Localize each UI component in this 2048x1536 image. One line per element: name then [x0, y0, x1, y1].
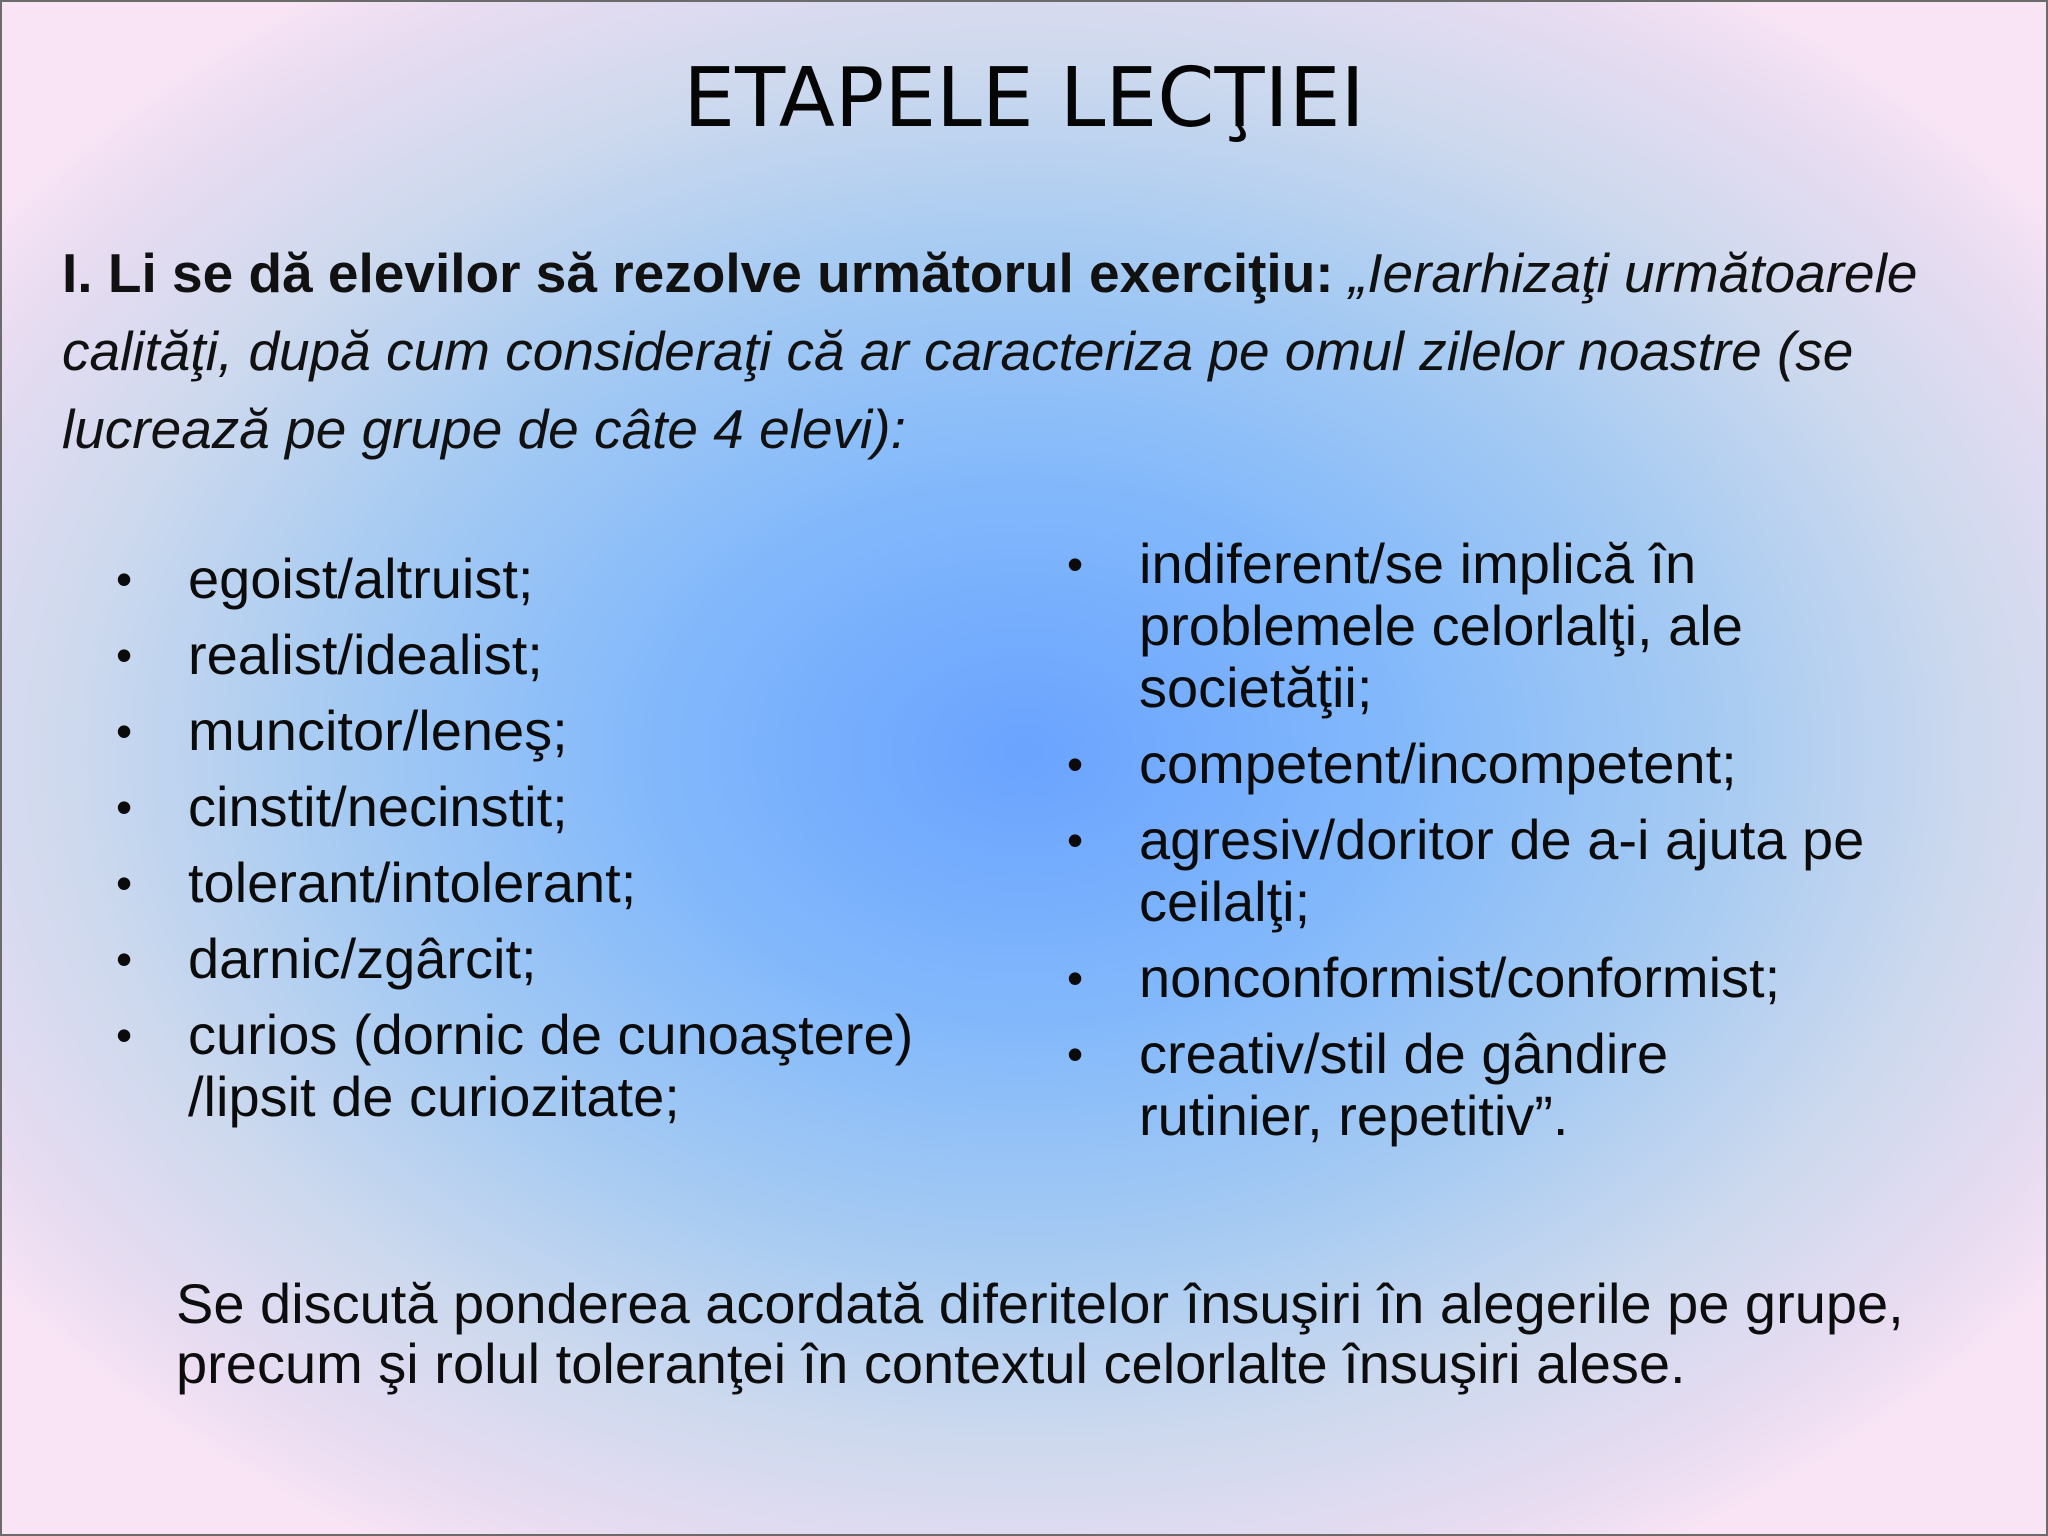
list-item: • creativ/stil de gândire rutinier, repetitiv”. — [1063, 1023, 1859, 1147]
list-item: • competent/incompetent; — [1063, 733, 1993, 795]
qualities-list-right — [1063, 533, 1993, 1161]
list-item: • egoist/altruist; — [112, 548, 1012, 610]
exercise-lead: I. Li se dă elevilor să rezolve următorul exerciţiu: — [62, 242, 1334, 304]
qualities-list-left — [112, 548, 1012, 1142]
exercise-quote: „Ierarhizaţi următoarele calităţi, după cum consideraţi că ar caracteriza pe omul zilelor noastre (se lucrează pe grupe de câte 4 elevi): — [62, 242, 1918, 460]
list-item: • realist/idealist; — [112, 624, 1012, 686]
list-item: • tolerant/intolerant; — [112, 852, 1012, 914]
list-item: • curios (dornic de cunoaştere) /lipsit de curiozitate; — [112, 1004, 1008, 1128]
list-item: • agresiv/doritor de a-i ajuta pe ceilalţi; — [1063, 809, 1939, 933]
list-item: • nonconformist/conformist; — [1063, 947, 1993, 1009]
closing-paragraph: Se discută ponderea acordată diferitelor însuşiri în alegerile pe grupe, precum şi rolul toleranţei în contextul celorlalte însuşiri alese. — [176, 1272, 1904, 1395]
list-item: • muncitor/leneş; — [112, 700, 1012, 762]
slide-title: ETAPELE LECŢIEI — [683, 51, 1365, 146]
exercise-intro — [62, 234, 1992, 468]
list-item: • indiferent/se implică în problemele celorlalţi, ale societăţii; — [1063, 533, 1859, 719]
list-item: • darnic/zgârcit; — [112, 928, 1012, 990]
list-item: • cinstit/necinstit; — [112, 776, 1012, 838]
